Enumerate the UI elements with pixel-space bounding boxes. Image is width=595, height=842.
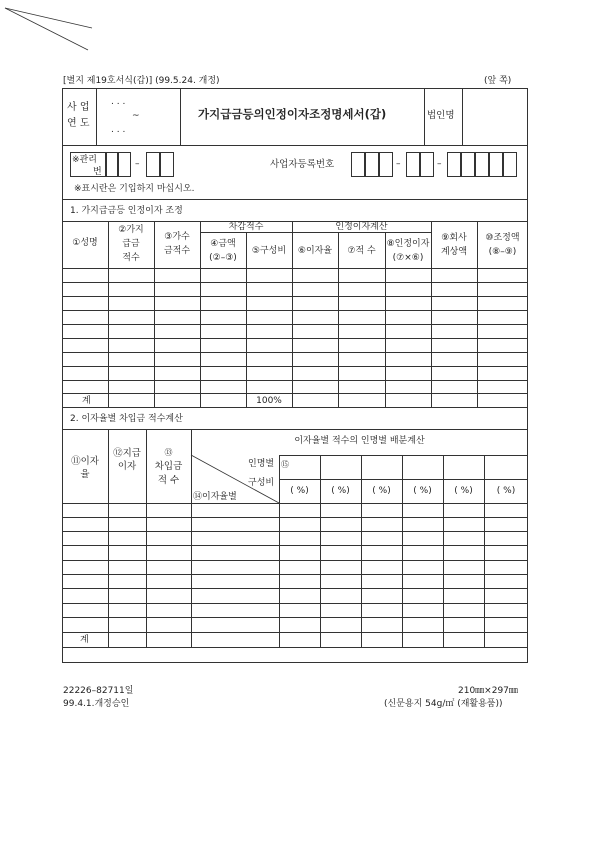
pct-cell[interactable]: ( %) — [372, 486, 391, 496]
table-row — [62, 560, 528, 561]
col-ratio: ⑤구성비 — [251, 246, 287, 256]
table-row — [62, 531, 528, 532]
mgmt-no-label-1: ※관리 — [72, 155, 97, 165]
biz-reg-dash: – — [396, 159, 401, 169]
col-borrow-product: ⑬ — [164, 448, 173, 457]
corp-name-label: 법인명 — [427, 110, 455, 121]
section1-title: 1. 가지급금등 인정이자 조정 — [70, 206, 183, 216]
col-adjust: ⑩조정액 — [485, 233, 520, 243]
section1-total-ratio: 100% — [256, 396, 282, 406]
col-recognized: ⑧인정이자 — [386, 239, 430, 249]
table-row — [62, 517, 528, 518]
section2-title: 2. 이자율별 차입금 적수계산 — [70, 414, 183, 424]
instruction-note: ※표시란은 기입하지 마십시오. — [74, 184, 195, 194]
col-name: ①성명 — [72, 238, 98, 248]
composition-label: 구성비 — [248, 478, 275, 488]
by-rate-label: ⑭이자율별 — [193, 492, 237, 502]
group-interest: 인정이자계산 — [335, 222, 388, 232]
pct-cell[interactable]: ( %) — [331, 486, 350, 496]
col-product: ⑦적 수 — [347, 246, 376, 256]
fiscal-year-label-1: 사 업 — [67, 102, 90, 113]
group-borrow: 차감적수 — [228, 222, 264, 232]
date-tilde: ~ — [132, 111, 140, 121]
circle-15: ⑮ — [281, 460, 289, 469]
fiscal-year-label-2: 연 도 — [67, 118, 90, 129]
col-rate2: ⑪이자 — [71, 456, 99, 467]
form-title: 가지급금등의인정이자조정명세서(갑) — [198, 107, 387, 121]
pct-cell[interactable]: ( %) — [496, 486, 516, 496]
table-row — [62, 574, 528, 575]
distribution-title: 이자율별 적수의 인명별 배분계산 — [294, 436, 425, 446]
footer-paper: (신문용지 54g/㎡ (재활용품)) — [384, 699, 503, 709]
biz-reg-dash: – — [437, 159, 442, 169]
col-company: ⑨회사 — [441, 233, 467, 243]
mgmt-no-dash: – — [135, 159, 140, 169]
per-person-label: 인명별 — [248, 459, 275, 469]
biz-reg-label: 사업자등록번호 — [270, 159, 335, 170]
mgmt-no-label-2: 번 — [93, 167, 102, 177]
table-row — [62, 588, 528, 589]
pct-cell[interactable]: ( %) — [413, 486, 432, 496]
section2-total-label: 계 — [80, 635, 89, 645]
col-deposit: ③가수 — [164, 232, 190, 242]
footer-code: 22226–82711일 — [63, 686, 134, 696]
col-rate: ⑥이자율 — [297, 246, 333, 256]
form-number: [별지 제19호서식(갑)] (99.5.24. 개정) — [63, 76, 220, 86]
fiscal-start-date[interactable]: . . . — [111, 97, 126, 107]
pct-cell[interactable]: ( %) — [290, 486, 309, 496]
table-row — [62, 617, 528, 618]
table-row — [62, 603, 528, 604]
footer-approved: 99.4.1.개정승인 — [63, 699, 130, 709]
footer-size: 210㎜×297㎜ — [458, 686, 518, 696]
col-paid-interest: ⑫지급 — [113, 448, 141, 459]
fiscal-end-date[interactable]: . . . — [111, 125, 126, 135]
col-amount: ④금액 — [210, 239, 236, 249]
table-row — [62, 545, 528, 546]
table-row — [62, 632, 528, 633]
section1-total-label: 계 — [82, 396, 91, 406]
col-advance: ②가지 — [118, 225, 144, 235]
pct-cell[interactable]: ( %) — [454, 486, 473, 496]
page-side-label: (앞 쪽) — [484, 76, 512, 86]
